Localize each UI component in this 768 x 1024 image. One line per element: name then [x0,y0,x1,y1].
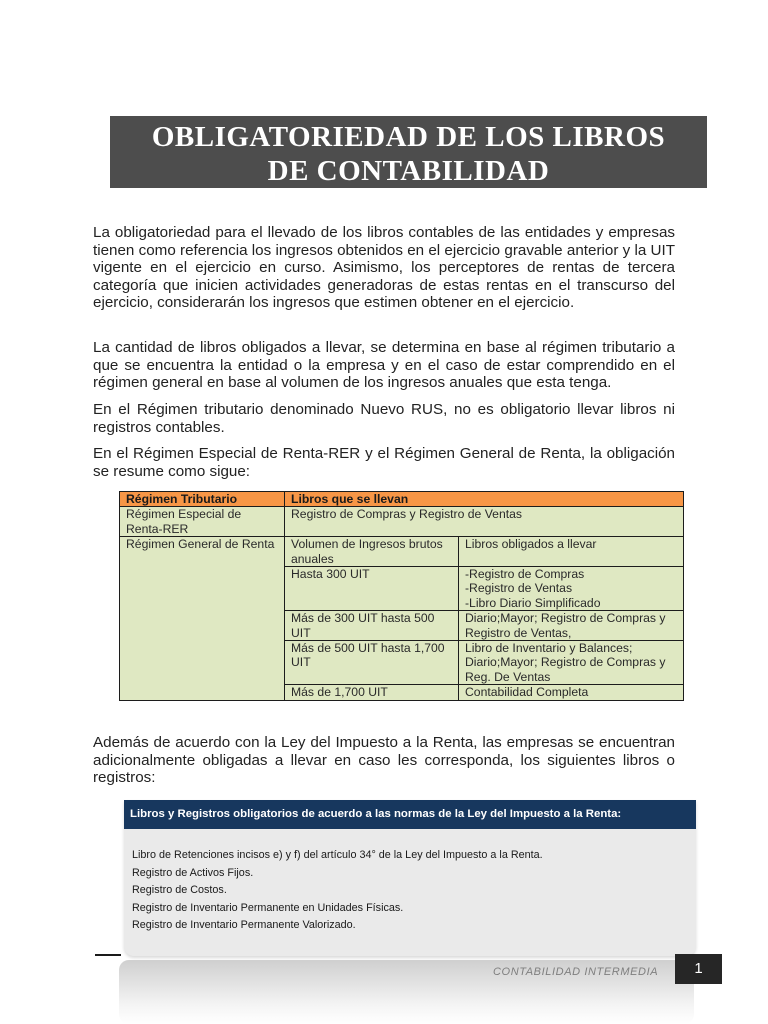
table-cell-line: -Libro Diario Simplificado [465,595,601,610]
document-title [110,116,707,188]
ley-registros-header: Libros y Registros obligatorios de acuerdo a las normas de la Ley del Impuesto a la Renta: [124,800,696,829]
table-header-libros: Libros que se llevan [285,492,684,507]
footer-label: CONTABILIDAD INTERMEDIA [493,966,659,978]
table-cell-regimen-rer: Régimen Especial de Renta-RER [120,507,285,537]
list-item: Registro de Activos Fijos. [132,866,254,879]
paragraph-obligatoriedad: La obligatoriedad para el llevado de los libros contables de las entidades y empresas tienen como referencia los ingresos obtenidos en el ejercicio gravable anterior y la UIT vigente en el ejercicio en curso. Asimismo, los perceptores de rentas de tercera categoría que inicien actividades generadoras de estas rentas en el transcurso del ejercicio, considerarán los ingresos que estimen obtener en el ejercicio. [93,224,675,312]
paragraph-rer-general: En el Régimen Especial de Renta-RER y el Régimen General de Renta, la obligación se resume como sigue: [93,445,675,480]
footer-rule [95,954,121,956]
page-number: 1 [675,954,722,984]
ley-registros-list [124,829,696,935]
table-header-row [120,492,684,507]
list-item: Registro de Costos. [132,884,227,897]
table-header-regimen: Régimen Tributario [120,492,285,507]
table-cell-libros [459,567,684,611]
list-item: Registro de Inventario Permanente en Unidades Físicas. [132,901,404,914]
table-cell-volumen: Más de 300 UIT hasta 500 UIT [285,611,459,641]
table-cell-line: -Registro de Ventas [465,581,573,596]
list-item: Registro de Inventario Permanente Valorizado. [132,919,356,932]
table-cell-volumen: Más de 1,700 UIT [285,685,459,700]
title-line-2: DE CONTABILIDAD [267,155,550,187]
table-cell-libros: Libro de Inventario y Balances; Diario;Mayor; Registro de Compras y Reg. De Ventas [459,641,684,685]
paragraph-ley-impuesto: Además de acuerdo con la Ley del Impuesto a la Renta, las empresas se encuentran adicionalmente obligadas a llevar en caso les corresponda, los siguientes libros o registros: [93,734,675,787]
title-line-1: OBLIGATORIEDAD DE LOS LIBROS [151,121,666,153]
table-cell-libros: Diario;Mayor; Registro de Compras y Registro de Ventas, [459,611,684,641]
list-item: Libro de Retenciones incisos e) y f) del artículo 34° de la Ley del Impuesto a la Renta. [132,849,543,861]
regimen-table [119,491,684,701]
table-subheader-volumen: Volumen de Ingresos brutos anuales [285,537,459,567]
table-cell-volumen: Más de 500 UIT hasta 1,700 UIT [285,641,459,685]
table-subheader-libros: Libros obligados a llevar [459,537,684,567]
paragraph-nuevo-rus: En el Régimen tributario denominado Nuevo RUS, no es obligatorio llevar libros ni registros contables. [93,401,675,436]
table-cell-line: -Registro de Compras [465,567,585,582]
ley-registros-box [124,800,696,956]
paragraph-cantidad-libros: La cantidad de libros obligados a llevar, se determina en base al régimen tributario a que se encuentra la entidad o la empresa y en el caso de estar comprendido en el régimen general en base al volumen de los ingresos anuales que esta tenga. [93,339,675,392]
table-cell-libros-rer: Registro de Compras y Registro de Ventas [285,507,684,537]
table-row [120,537,684,567]
table-cell-regimen-general: Régimen General de Renta [120,537,285,700]
table-cell-volumen: Hasta 300 UIT [285,567,459,611]
table-row [120,507,684,537]
table-cell-libros: Contabilidad Completa [459,685,684,700]
